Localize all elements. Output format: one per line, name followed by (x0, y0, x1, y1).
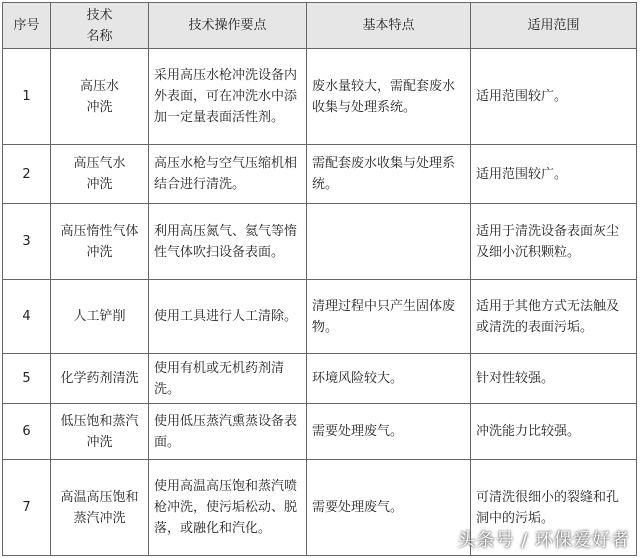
row-scope: 适用范围较广。 (471, 49, 637, 145)
row-name: 高压气水 冲洗 (51, 145, 149, 204)
row-scope: 适用范围较广。 (471, 145, 637, 204)
row-name: 高温高压饱和蒸汽冲洗 (51, 460, 149, 556)
row-points: 使用工具进行人工清除。 (149, 280, 307, 354)
row-no: 3 (3, 204, 51, 280)
table-row (3, 204, 637, 280)
header-scope: 适用范围 (471, 3, 637, 49)
row-scope: 适用于清洗设备表面灰尘及细小沉积颗粒。 (471, 204, 637, 280)
row-points: 使用有机或无机药剂清洗。 (149, 354, 307, 404)
row-points: 使用低压蒸汽熏蒸设备表面。 (149, 404, 307, 460)
row-scope: 针对性较强。 (471, 354, 637, 404)
row-scope: 冲洗能力比较强。 (471, 404, 637, 460)
row-name: 低压饱和蒸汽冲洗 (51, 404, 149, 460)
table-row (3, 404, 637, 460)
table-row (3, 280, 637, 354)
row-features: 需配套废水收集与处理系统。 (307, 145, 471, 204)
row-name: 高压惰性气体冲洗 (51, 204, 149, 280)
row-name: 人工铲削 (51, 280, 149, 354)
row-features: 需要处理废气。 (307, 460, 471, 556)
row-scope: 适用于其他方式无法触及或清洗的表面污垢。 (471, 280, 637, 354)
row-features (307, 204, 471, 280)
row-name: 化学药剂清洗 (51, 354, 149, 404)
row-features: 废水量较大，需配套废水收集与处理系统。 (307, 49, 471, 145)
table-row (3, 145, 637, 204)
header-features: 基本特点 (307, 3, 471, 49)
row-no: 2 (3, 145, 51, 204)
header-points: 技术操作要点 (149, 3, 307, 49)
row-no: 6 (3, 404, 51, 460)
row-features: 清理过程中只产生固体废物。 (307, 280, 471, 354)
row-no: 4 (3, 280, 51, 354)
row-no: 5 (3, 354, 51, 404)
cleaning-methods-table (2, 2, 637, 556)
table-row (3, 354, 637, 404)
row-points: 采用高压水枪冲洗设备内外表面，可在冲洗水中添加一定量表面活性剂。 (149, 49, 307, 145)
row-name: 高压水 冲洗 (51, 49, 149, 145)
row-scope: 可清洗很细小的裂缝和孔洞中的污垢。 (471, 460, 637, 556)
row-points: 使用高温高压饱和蒸汽喷枪冲洗，使污垢松动、脱落，或融化和汽化。 (149, 460, 307, 556)
row-no: 1 (3, 49, 51, 145)
row-features: 需要处理废气。 (307, 404, 471, 460)
row-features: 环境风险较大。 (307, 354, 471, 404)
row-points: 利用高压氮气、氦气等惰性气体吹扫设备表面。 (149, 204, 307, 280)
watermark: 头条号 / 环保爱好者 (457, 530, 630, 551)
header-name: 技术 名称 (51, 3, 149, 49)
table-row (3, 49, 637, 145)
row-points: 高压水枪与空气压缩机相结合进行清洗。 (149, 145, 307, 204)
table-header-row (3, 3, 637, 49)
row-no: 7 (3, 460, 51, 556)
header-no: 序号 (3, 3, 51, 49)
